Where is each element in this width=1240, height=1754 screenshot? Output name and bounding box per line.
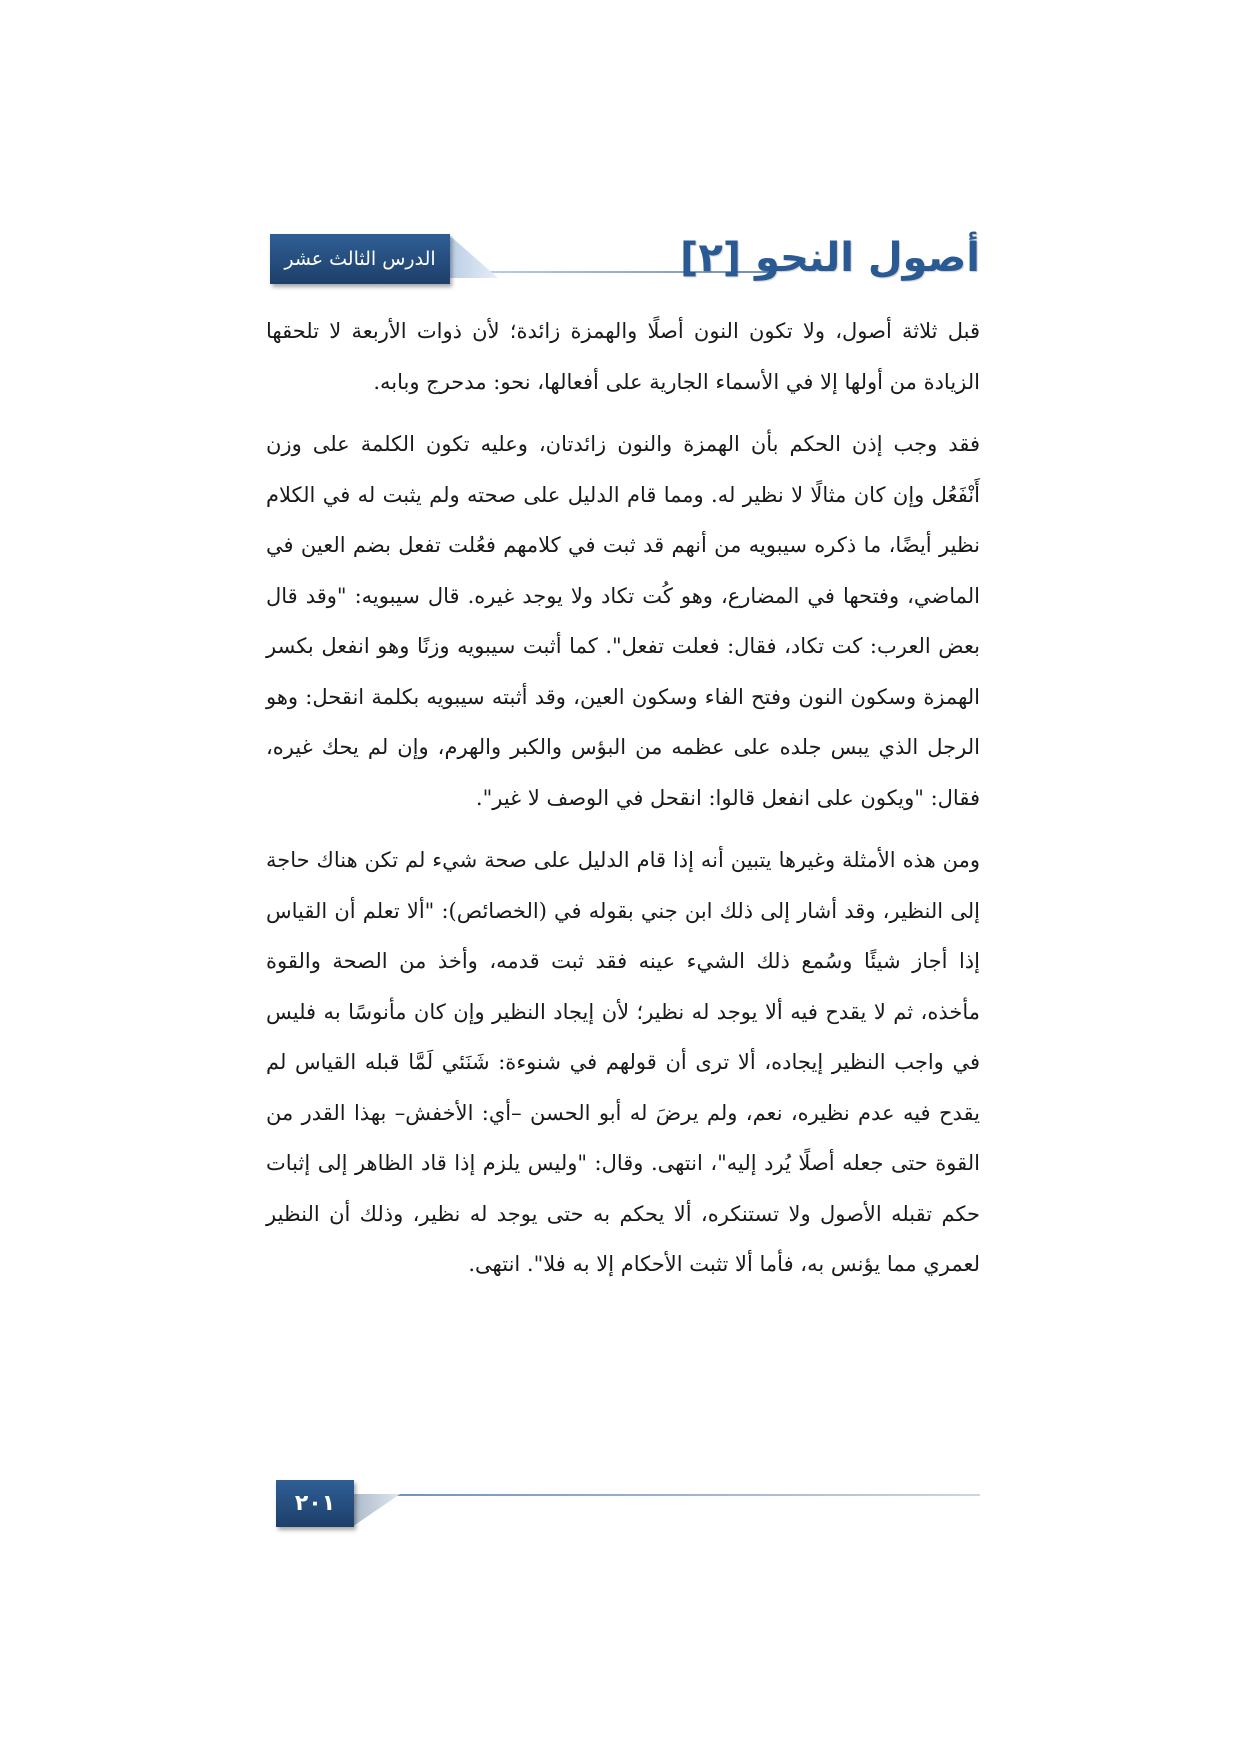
lesson-label: الدرس الثالث عشر: [270, 234, 450, 284]
page-footer: [276, 1480, 980, 1536]
page-header: [270, 228, 980, 298]
page-number: ٢٠١: [276, 1480, 354, 1527]
paragraph-2: فقد وجب إذن الحكم بأن الهمزة والنون زائدتان، وعليه تكون الكلمة على وزن أَنْفَعُل وإن كان مثالًا لا نظير له. ومما قام الدليل على صحته ولم يثبت له في الكلام نظير أيضًا، ما ذكره سيبويه من أنهم قد ثبت في كلامهم فعُلت تفعل بضم العين في الماضي، وفتحها في المضارع، وهو كُت تكاد ولا يوجد غيره. قال سيبويه: "وقد قال بعض العرب: كت تكاد، فقال: فعلت تفعل". كما أثبت سيبويه وزنًا وهو انفعل بكسر الهمزة وسكون النون وفتح الفاء وسكون العين، وقد أثبته سيبويه بكلمة انقحل: وهو الرجل الذي يبس جلده على عظمه من البؤس والكبر والهرم، وإن لم يحك غيره، فقال: "ويكون على انفعل قالوا: انقحل في الوصف لا غير".: [266, 432, 980, 810]
footer-rule: [352, 1494, 980, 1496]
book-title: أصول النحو [٢]: [680, 235, 980, 281]
page-tab-shadow: [352, 1494, 400, 1527]
paragraph-3: ومن هذه الأمثلة وغيرها يتبين أنه إذا قام الدليل على صحة شيء لم تكن هناك حاجة إلى النظير، وقد أشار إلى ذلك ابن جني بقوله في (الخصائص): "ألا تعلم أن القياس إذا أجاز شيئًا وسُمع ذلك الشيء عينه فقد ثبت قدمه، وأخذ من الصحة والقوة مأخذه، ثم لا يقدح فيه ألا يوجد له نظير؛ لأن إيجاد النظير وإن كان مأنوسًا به فليس في واجب النظير إيجاده، ألا ترى أن قولهم في شنوءة: شَنَئي لَمَّا قبله القياس لم يقدح فيه عدم نظيره، نعم، ولم يرضَ له أبو الحسن –أي: الأخفش– بهذا القدر من القوة حتى جعله أصلًا يُرد إليه"، انتهى. وقال: "وليس يلزم إذا قاد الظاهر إلى إثبات حكم تقبله الأصول ولا تستنكره، ألا يحكم به حتى يوجد له نظير، وذلك أن النظير لعمري مما يؤنس به، فأما ألا تثبت الأحكام إلا به فلا". انتهى.: [266, 848, 980, 1276]
paragraph-1: قبل ثلاثة أصول، ولا تكون النون أصلًا والهمزة زائدة؛ لأن ذوات الأربعة لا تلحقها الزيادة من أولها إلا في الأسماء الجارية على أفعالها، نحو: مدحرج وبابه.: [266, 319, 980, 394]
page-body: [266, 306, 980, 1290]
